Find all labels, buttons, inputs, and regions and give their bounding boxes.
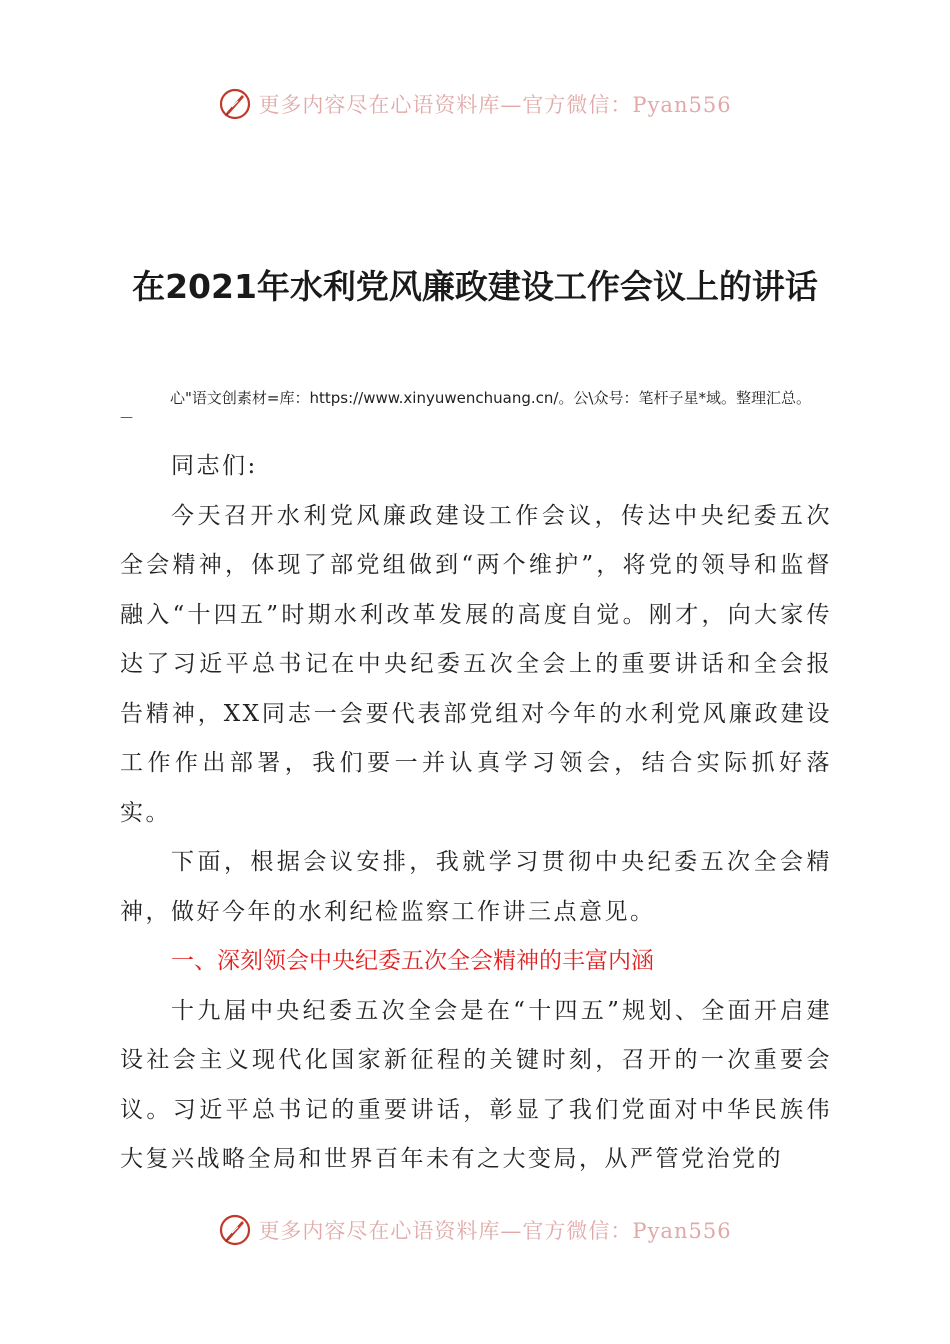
- document-title: 在2021年水利党风廉政建设工作会议上的讲话: [132, 267, 818, 306]
- section-paragraph: 十九届中央纪委五次全会是在“十四五”规划、全面开启建设社会主义现代化国家新征程的关键时刻，召开的一次重要会议。习近平总书记的重要讲话，彰显了我们党面对中华民族伟大复兴战略全局和世界百年未有之大变局，从严管党治党的: [120, 997, 832, 1172]
- quill-logo-icon: [218, 87, 252, 121]
- body-paragraph: 今天召开水利党风廉政建设工作会议，传达中央纪委五次全会精神，体现了部党组做到“两个维护”，将党的领导和监督融入“十四五”时期水利改革发展的高度自觉。刚才，向大家传达了习近平总书记在中央纪委五次全会上的重要讲话和全会报告精神，XX同志一会要代表部党组对今年的水利党风廉政建设工作作出部署，我们要一并认真学习领会，结合实际抓好落实。: [120, 502, 832, 826]
- watermark-text: 更多内容尽在心语资料库—官方微信：Pyan556: [258, 93, 732, 117]
- source-line: 心"语文创素材=库：https://www.xinyuwenchuang.cn/。公\众号：笔杆子星*域。整理汇总。: [170, 389, 811, 407]
- salutation-paragraph: 同志们:: [171, 453, 258, 479]
- quill-logo-icon: [218, 1213, 252, 1247]
- source-dash: —: [120, 410, 133, 425]
- document-body: [120, 442, 832, 1185]
- watermark-footer: [0, 1210, 950, 1250]
- watermark-text: 更多内容尽在心语资料库—官方微信：Pyan556: [258, 1219, 732, 1243]
- watermark-header: [0, 84, 950, 124]
- body-paragraph: 下面，根据会议安排，我就学习贯彻中央纪委五次全会精神，做好今年的水利纪检监察工作讲三点意见。: [120, 849, 832, 925]
- section-heading: 一、深刻领会中央纪委五次全会精神的丰富内涵: [171, 948, 654, 974]
